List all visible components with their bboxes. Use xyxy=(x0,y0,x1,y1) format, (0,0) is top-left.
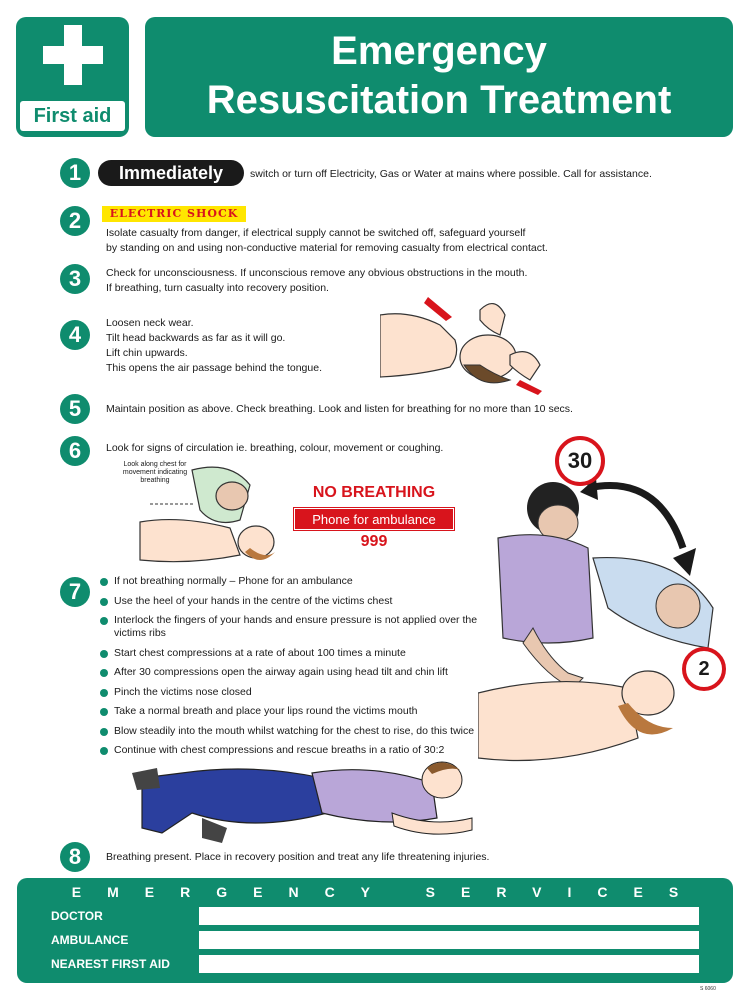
first-aid-logo xyxy=(16,17,129,137)
step4-text-line2: Tilt head backwards as far as it will go. xyxy=(106,332,286,344)
cpr-instructions-list xyxy=(100,575,480,764)
cpr-instruction: Interlock the fingers of your hands and ensure pressure is not applied over the victims ribs xyxy=(100,614,480,640)
step3-text-line2: If breathing, turn casualty into recovery position. xyxy=(106,282,329,294)
recovery-position-illustration xyxy=(132,758,492,848)
cpr-instruction: Blow steadily into the mouth whilst watching for the chest to rise, do this twice xyxy=(100,725,480,738)
step-number-7: 7 xyxy=(60,577,90,607)
step8-text: Breathing present. Place in recovery position and treat any life threatening injuries. xyxy=(106,851,490,863)
doctor-label: DOCTOR xyxy=(51,909,103,923)
cpr-instruction: If not breathing normally – Phone for an ambulance xyxy=(100,575,480,588)
cpr-instruction: Take a normal breath and place your lips round the victims mouth xyxy=(100,705,480,718)
emergency-number: 999 xyxy=(360,533,388,550)
step4-text-line3: Lift chin upwards. xyxy=(106,347,188,359)
doctor-field[interactable] xyxy=(199,907,699,925)
step-number-3: 3 xyxy=(60,264,90,294)
cpr-instruction: Use the heel of your hands in the centre of the victims chest xyxy=(100,595,480,608)
look-along-chest-caption: Look along chest for movement indicating breathing xyxy=(122,461,188,484)
cpr-illustration xyxy=(478,478,730,778)
no-breathing-title: NO BREATHING xyxy=(312,484,436,501)
emergency-services-heading: EMERGENCY SERVICES xyxy=(71,884,705,900)
step2-text-line2: by standing on and using non-conductive material for removing casualty from electrical contact. xyxy=(106,242,548,254)
first-aid-cross-icon xyxy=(43,25,103,85)
head-tilt-illustration xyxy=(380,285,550,395)
step4-text-line1: Loosen neck wear. xyxy=(106,317,194,329)
services-row-nearest-first-aid xyxy=(17,955,733,975)
ambulance-label: AMBULANCE xyxy=(51,933,129,947)
step2-text-line1: Isolate casualty from danger, if electrical supply cannot be switched off, safeguard yourself xyxy=(106,227,526,239)
services-row-doctor xyxy=(17,907,733,927)
page-title-line2: Resuscitation Treatment xyxy=(206,78,672,122)
step4-text-line4: This opens the air passage behind the tongue. xyxy=(106,362,322,374)
step1-highlight: Immediately xyxy=(98,160,244,186)
cpr-instruction: Start chest compressions at a rate of about 100 times a minute xyxy=(100,647,480,660)
step-number-2: 2 xyxy=(60,206,90,236)
step-number-6: 6 xyxy=(60,436,90,466)
step-number-4: 4 xyxy=(60,320,90,350)
breaths-2-badge: 2 xyxy=(682,647,726,691)
nearest-first-aid-label: NEAREST FIRST AID xyxy=(51,957,170,971)
step-number-8: 8 xyxy=(60,842,90,872)
phone-ambulance-label: Phone for ambulance xyxy=(294,508,454,530)
cpr-instruction: After 30 compressions open the airway again using head tilt and chin lift xyxy=(100,666,480,679)
step3-text-line1: Check for unconsciousness. If unconscious remove any obvious obstructions in the mouth. xyxy=(106,267,528,279)
ambulance-field[interactable] xyxy=(199,931,699,949)
step2-electric-shock-label: ELECTRIC SHOCK xyxy=(102,206,246,222)
step5-text: Maintain position as above. Check breathing. Look and listen for breathing for no more than 10 secs. xyxy=(106,403,573,415)
first-aid-label: First aid xyxy=(20,101,125,131)
emergency-services-panel xyxy=(17,878,733,983)
compressions-30-badge: 30 xyxy=(555,436,605,486)
cpr-instruction: Pinch the victims nose closed xyxy=(100,686,480,699)
page-title-line1: Emergency xyxy=(331,29,547,73)
step6-text: Look for signs of circulation ie. breathing, colour, movement or coughing. xyxy=(106,442,444,454)
step1-text: switch or turn off Electricity, Gas or Water at mains where possible. Call for assistance. xyxy=(250,168,652,180)
title-banner xyxy=(145,17,733,137)
services-row-ambulance xyxy=(17,931,733,951)
nearest-first-aid-field[interactable] xyxy=(199,955,699,973)
product-code: S 6060 xyxy=(700,986,716,992)
step-number-5: 5 xyxy=(60,394,90,424)
step-number-1: 1 xyxy=(60,158,90,188)
cpr-instruction: Continue with chest compressions and rescue breaths in a ratio of 30:2 xyxy=(100,744,480,757)
look-listen-illustration xyxy=(120,460,280,575)
